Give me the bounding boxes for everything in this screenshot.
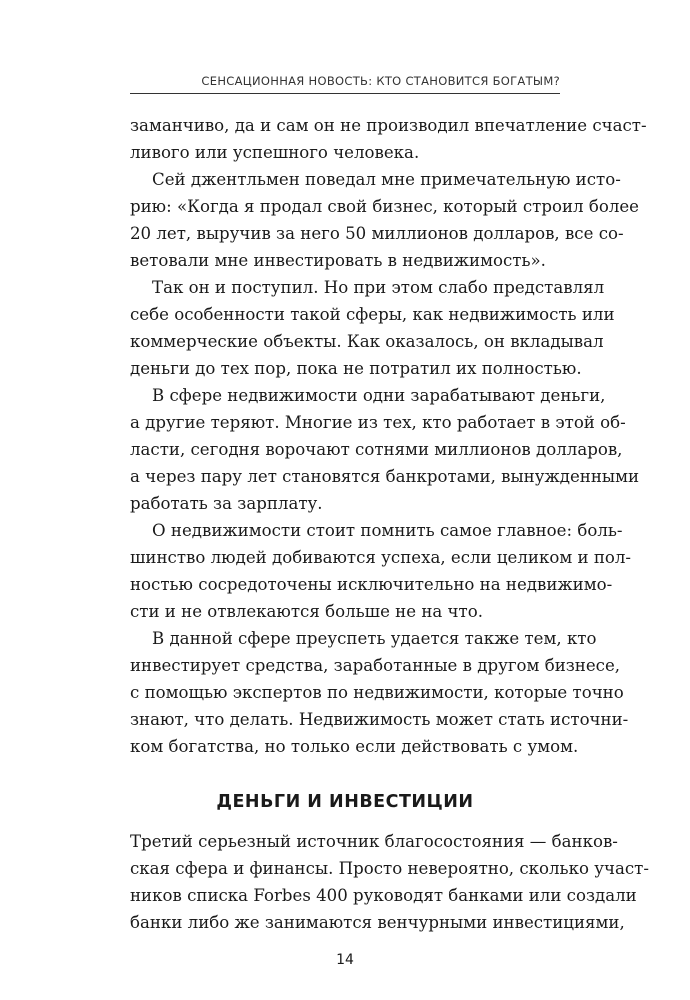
page-number: 14 [336,952,354,968]
paragraph-first-line: В данной сфере преуспеть удается также тем, кто [152,629,597,648]
text-line: ласти, сегодня ворочают сотнями миллионов долларов, [130,440,623,459]
text-line: ская сфера и финансы. Просто невероятно, сколько участ- [130,859,649,878]
text-line: заманчиво, да и сам он не производил впечатление счаст- [130,116,647,135]
text-line: ников списка Forbes 400 руководят банками или создали [130,886,637,905]
text-line: ностью сосредоточены исключительно на недвижимо- [130,575,613,594]
paragraph-first-line: О недвижимости стоит помнить самое главное: боль- [152,521,623,540]
text-line: деньги до тех пор, пока не потратил их полностью. [130,359,582,378]
text-line: сти и не отвлекаются больше не на что. [130,602,483,621]
text-line: рию: «Когда я продал свой бизнес, который строил более [130,197,640,216]
text-line: с помощью экспертов по недвижимости, которые точно [130,683,624,702]
text-line: шинство людей добиваются успеха, если целиком и пол- [130,548,632,567]
text-line: себе особенности такой сферы, как недвижимость или [130,305,615,324]
text-line: а другие теряют. Многие из тех, кто работает в этой об- [130,413,626,432]
text-line: коммерческие объекты. Как оказалось, он вкладывал [130,332,604,351]
text-line: знают, что делать. Недвижимость может стать источни- [130,710,629,729]
text-line: работать за зарплату. [130,494,323,513]
header-rule [130,93,560,94]
paragraph-first-line: Так он и поступил. Но при этом слабо представлял [152,278,605,297]
paragraph-first-line: Сей джентльмен поведал мне примечательную исто- [152,170,621,189]
text-line: ливого или успешного человека. [130,143,420,162]
text-line: ком богатства, но только если действовать с умом. [130,737,579,756]
text-line: а через пару лет становятся банкротами, вынужденными [130,467,640,486]
text-line: 20 лет, выручив за него 50 миллионов долларов, все со- [130,224,624,243]
section-heading: ДЕНЬГИ И ИНВЕСТИЦИИ [216,792,474,812]
text-line: Третий серьезный источник благосостояния — банков- [130,832,618,851]
paragraph-first-line: В сфере недвижимости одни зарабатывают деньги, [152,386,606,405]
text-line: инвестирует средства, заработанные в другом бизнесе, [130,656,621,675]
text-line: ветовали мне инвестировать в недвижимость». [130,251,546,270]
running-header: СЕНСАЦИОННАЯ НОВОСТЬ: КТО СТАНОВИТСЯ БОГАТЫМ? [201,74,560,88]
text-line: банки либо же занимаются венчурными инвестициями, [130,913,625,932]
